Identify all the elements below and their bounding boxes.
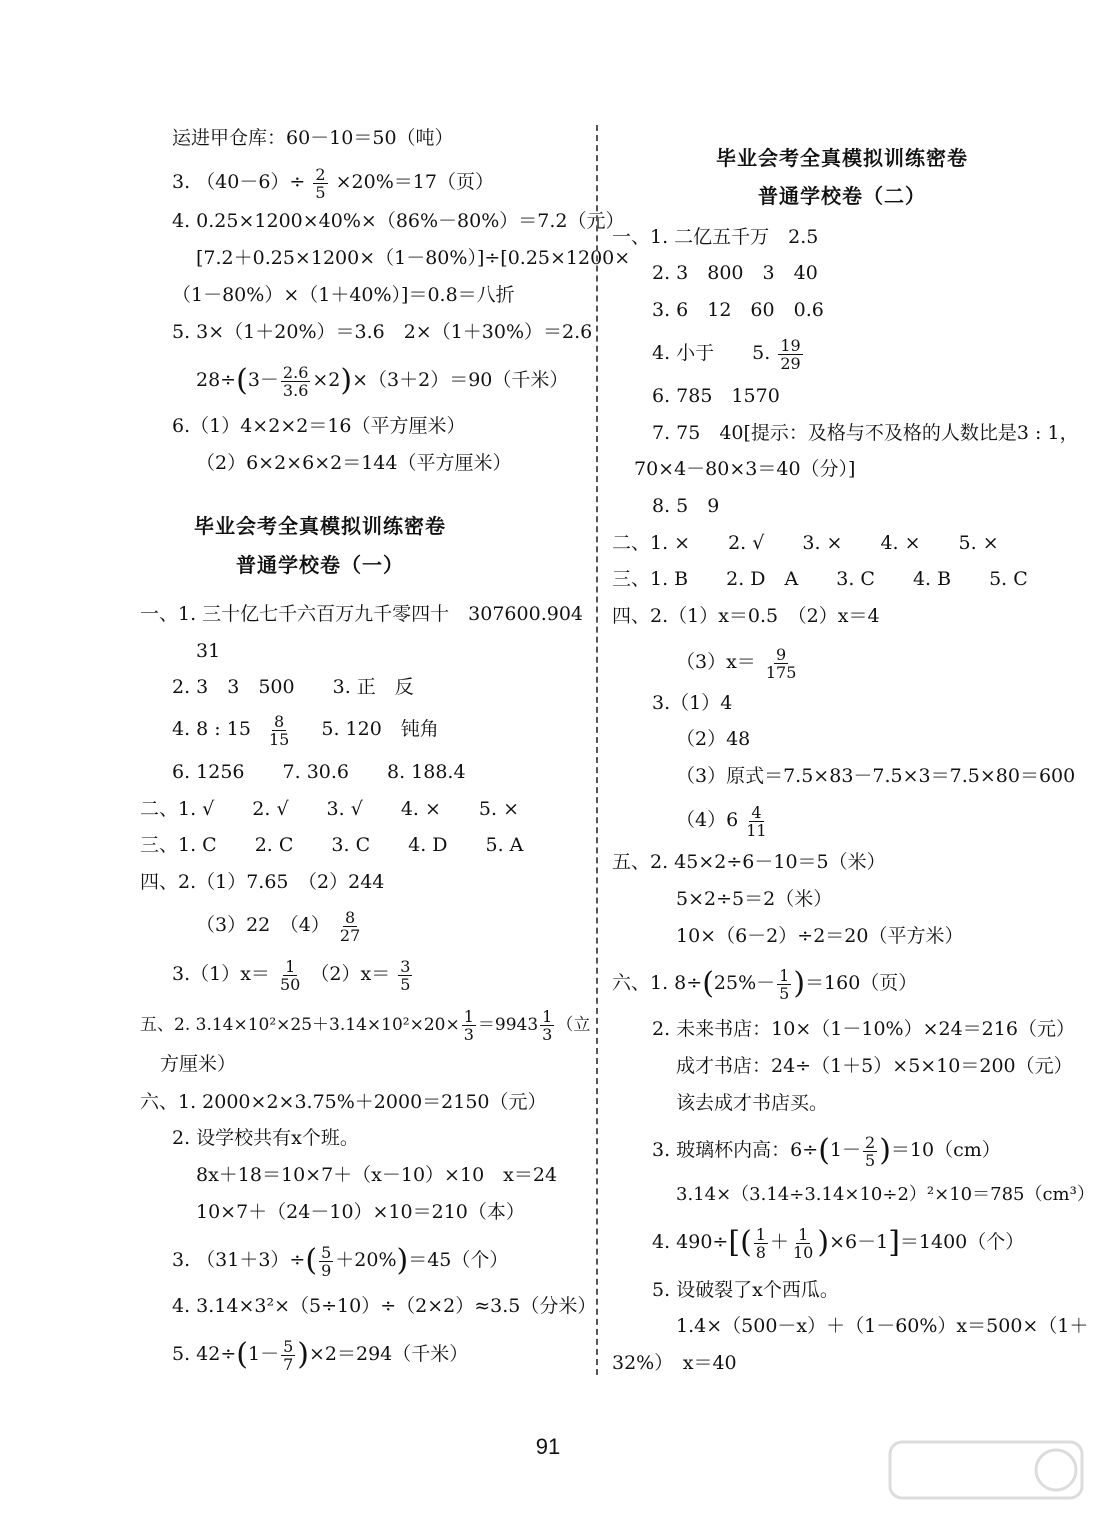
column-divider [596,125,598,1375]
fraction: $\frac{19}{29}$ [780,335,801,373]
section-subtitle: 普通学校卷（一） [236,553,404,577]
text-line: 28÷(3－ $\frac{2.6}{3.6}$ ×2)×（3＋2）＝90（千米） [196,362,569,400]
text-line: 4. 3.14×3²×（5÷10）÷（2×2）≈3.5（分米） [172,1295,597,1317]
fraction: $\frac{1}{50}$ [279,956,301,994]
fraction: $\frac{2}{5}$ [865,1132,876,1170]
fraction: $\frac{3}{5}$ [400,956,411,994]
text-line: （1－80%）×（1＋40%）]＝0.8＝八折 [172,284,515,306]
text-line: 四、2.（1）x＝0.5 （2）x＝4 [612,605,880,627]
fraction: $\frac{5}{9}$ [321,1242,332,1280]
text-line: 二、1. × 2. √ 3. × 4. × 5. × [612,532,999,554]
text-line: 3. 6 12 60 0.6 [652,299,824,321]
text-line: 3. （40－6）÷ $\frac{2}{5}$ ×20%＝17（页） [172,164,494,202]
text-line: 2. 3 800 3 40 [652,262,818,284]
text-line: 方厘米） [160,1053,237,1075]
section-title: 毕业会考全真模拟训练密卷 [194,514,446,538]
text-line: （3）原式＝7.5×83－7.5×3＝7.5×80＝600 [676,765,1076,787]
text-line: 2. 设学校共有x个班。 [172,1127,359,1149]
text-line: [7.2＋0.25×1200×（1－80%）]÷[0.25×1200× [196,247,631,269]
text-line: 运进甲仓库：60－10＝50（吨） [172,127,454,149]
text-line: 5. 42÷(1－ $\frac{5}{7}$ )×2＝294（千米） [172,1336,469,1374]
text-line: 6.（1）4×2×2＝16（平方厘米） [172,415,466,437]
text-line: 该去成才书店买。 [676,1092,829,1114]
fraction: $\frac{2.6}{3.6}$ [282,362,309,400]
text-line: 31 [196,640,221,662]
text-line: 2. 3 3 500 3. 正 反 [172,676,414,698]
text-line: 6. 1256 7. 30.6 8. 188.4 [172,761,466,783]
fraction: $\frac{1}{3}$ [463,1007,474,1044]
fraction: $\frac{8}{15}$ [268,711,290,749]
text-line: 4. 0.25×1200×40%×（86%－80%）＝7.2（元） [172,210,625,232]
text-line: （4）6 $\frac{4}{11}$ [676,802,767,840]
text-line: （3）x＝ $\frac{9}{175}$ [676,644,797,682]
fraction: $\frac{8}{27}$ [339,907,361,945]
text-line: 五、2. 45×2÷6－10＝5（米） [612,851,886,873]
text-line: （2）48 [676,728,751,750]
fraction: $\frac{4}{11}$ [746,802,767,840]
section-subtitle: 普通学校卷（二） [758,184,926,208]
text-line: 4. 小于 5. $\frac{19}{29}$ [652,335,801,373]
text-line: （2）6×2×6×2＝144（平方厘米） [196,452,512,474]
text-line: 二、1. √ 2. √ 3. √ 4. × 5. × [140,798,519,820]
text-line: 3.14×（3.14÷3.14×10÷2）²×10＝785（cm³） [676,1184,1095,1205]
text-line: 3.（1）4 [652,692,733,714]
text-line: 32%） x＝40 [612,1352,737,1374]
text-line: 一、1. 三十亿七千六百万九千零四十 307600.904 [140,603,584,625]
text-line: 3.（1）x＝ $\frac{1}{50}$ （2）x＝ $\frac{3}{5}$ [172,956,411,994]
section-title: 毕业会考全真模拟训练密卷 [716,146,968,170]
text-line: 8x＋18＝10×7＋（x－10）×10 x＝24 [196,1164,558,1186]
fraction: $\frac{9}{175}$ [765,644,797,682]
text-line: 1.4×（500－x）＋（1－60%）x＝500×（1＋ [676,1315,1089,1337]
text-line: 70×4－80×3＝40（分）] [634,458,856,480]
page-number: 91 [535,1434,561,1459]
text-line: 5. 3×（1＋20%）＝3.6 2×（1＋30%）＝2.6 [172,321,593,343]
text-line: 5. 设破裂了x个西瓜。 [652,1279,839,1301]
fraction: $\frac{2}{5}$ [315,164,326,202]
text-line: 成才书店：24÷（1＋5）×5×10＝200（元） [676,1055,1073,1077]
fraction: $\frac{5}{7}$ [283,1336,294,1374]
text-line: 8. 5 9 [652,495,720,517]
text-line: 10×（6－2）÷2＝20（平方米） [676,925,964,947]
text-line: （3）22 （4） $\frac{8}{27}$ [196,907,361,945]
fraction: $\frac{1}{8}$ [755,1224,766,1262]
text-line: 4. 490÷[( $\frac{1}{8}$ ＋ $\frac{1}{10}$ )×6－1]＝1400（个） [652,1224,1025,1262]
fraction: $\frac{1}{10}$ [793,1224,814,1262]
text-line: 3. 玻璃杯内高：6÷(1－ $\frac{2}{5}$ )＝10（cm） [652,1132,1001,1170]
text-line: 五、2. 3.14×10²×25＋3.14×10²×20× $\frac{1}{3}$ ＝9943 $\frac{1}{3}$ （立 [140,1007,591,1044]
text-line: 7. 75 40[提示：及格与不及格的人数比是3 : 1， [652,422,1079,444]
text-line: 6. 785 1570 [652,385,780,407]
text-line: 3. （31＋3）÷( $\frac{5}{9}$ ＋20%)＝45（个） [172,1242,509,1280]
text-line: 四、2.（1）7.65 （2）244 [140,871,385,893]
text-line: 10×7＋（24－10）×10＝210（本） [196,1201,525,1223]
fraction: $\frac{1}{5}$ [779,965,790,1003]
watermark-logo [886,1438,1086,1530]
text-line: 三、1. C 2. C 3. C 4. D 5. A [140,834,524,856]
text-line: 一、1. 二亿五千万 2.5 [612,226,819,248]
text-line: 4. 8 : 15 $\frac{8}{15}$ 5. 120 钝角 [172,711,439,749]
text-line: 2. 未来书店：10×（1－10%）×24＝216（元） [652,1018,1075,1040]
fraction: $\frac{1}{3}$ [542,1007,553,1044]
text-line: 六、1. 2000×2×3.75%＋2000＝2150（元） [140,1091,547,1113]
text-line: 六、1. 8÷(25%－ $\frac{1}{5}$ )＝160（页） [612,965,918,1003]
text-line: 5×2÷5＝2（米） [676,888,833,910]
text-line: 三、1. B 2. D A 3. C 4. B 5. C [612,568,1028,590]
